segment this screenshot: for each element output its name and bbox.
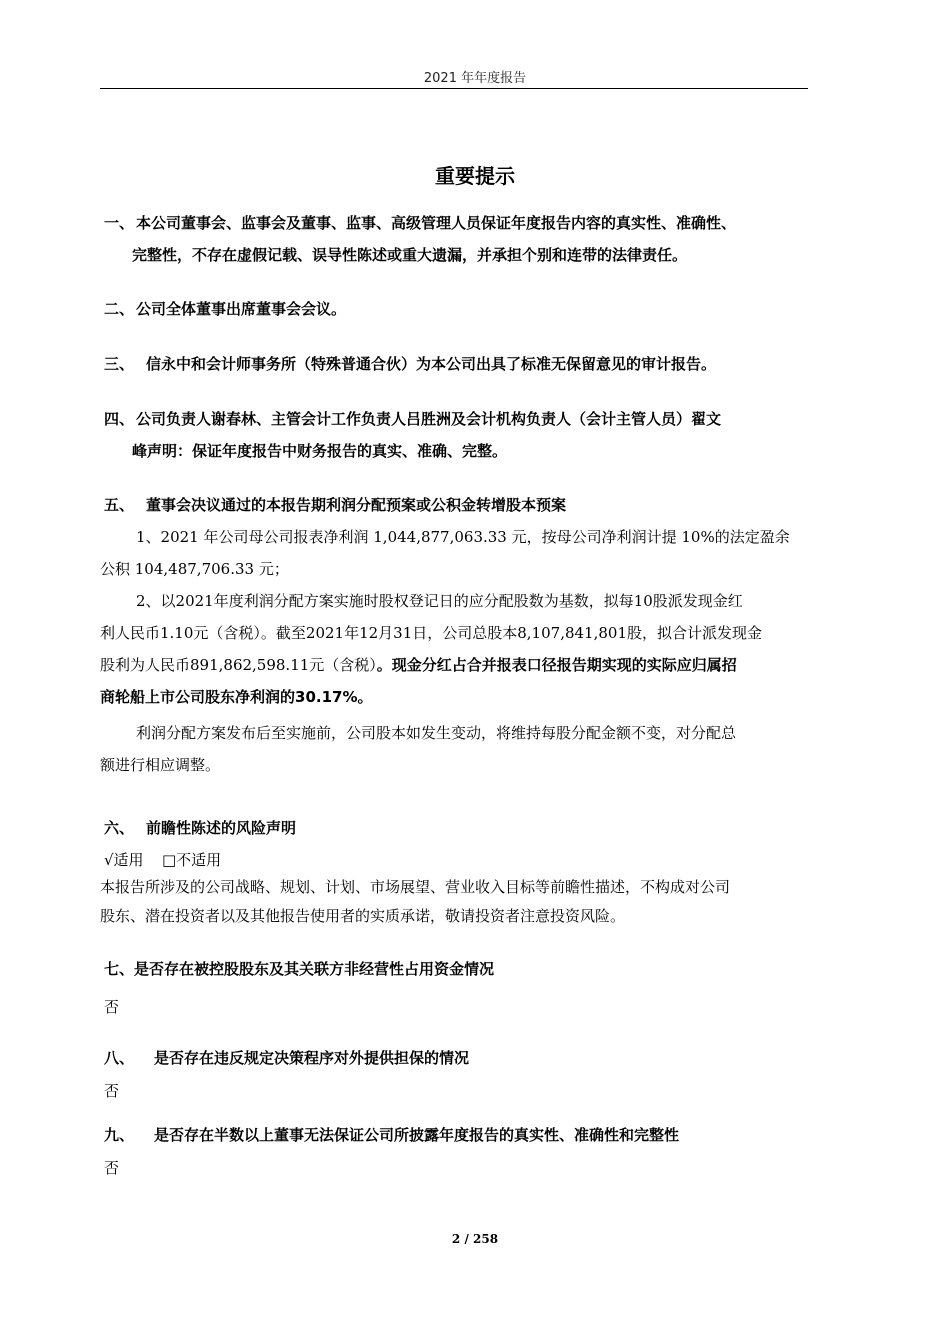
profit-paragraph-2-line-2: 利人民币1.10元（含税）。截至2021年12月31日，公司总股本8,107,841,801股，拟合计派发现金 bbox=[100, 624, 762, 642]
profit-paragraph-3-line-2: 额进行相应调整。 bbox=[100, 756, 221, 774]
profit-paragraph-1-line-1: 1、2021 年公司母公司报表净利润 1,044,877,063.33 元，按母公司净利润计提 10%的法定盈余 bbox=[136, 528, 790, 546]
section-9-label: 九、 bbox=[104, 1126, 135, 1144]
item-1-line-2: 完整性，不存在虚假记载、误导性陈述或重大遗漏，并承担个别和连带的法律责任。 bbox=[132, 246, 688, 264]
profit-paragraph-1-line-2: 公积 104,487,706.33 元； bbox=[100, 560, 289, 578]
profit-paragraph-3-line-1: 利润分配方案发布后至实施前，公司股本如发生变动，将维持每股分配金额不变，对分配总 bbox=[136, 724, 737, 742]
section-7-answer: 否 bbox=[104, 998, 120, 1016]
item-2-label: 二、 bbox=[104, 300, 135, 318]
item-4-label: 四、 bbox=[104, 410, 135, 428]
risk-statement-line-2: 股东、潜在投资者以及其他报告使用者的实质承诺，敬请投资者注意投资风险。 bbox=[100, 907, 626, 925]
profit-paragraph-2-line-3 bbox=[100, 654, 737, 675]
item-4-line-1: 公司负责人谢春林、主管会计工作负责人吕胜洲及会计机构负责人（会计主管人员）翟文 bbox=[136, 410, 722, 428]
section-9-heading: 是否存在半数以上董事无法保证公司所披露年度报告的真实性、准确性和完整性 bbox=[154, 1126, 680, 1144]
running-header: 2021 年年度报告 bbox=[423, 71, 527, 86]
section-7-heading: 七、是否存在被控股股东及其关联方非经营性占用资金情况 bbox=[104, 960, 495, 978]
risk-statement-line-1: 本报告所涉及的公司战略、规划、计划、市场展望、营业收入目标等前瞻性描述，不构成对公司 bbox=[100, 878, 731, 896]
item-3-label: 三、 bbox=[104, 355, 135, 373]
applicable-checkbox: √适用 bbox=[104, 851, 144, 869]
section-5-heading: 董事会决议通过的本报告期利润分配预案或公积金转增股本预案 bbox=[146, 496, 567, 514]
section-8-label: 八、 bbox=[104, 1049, 135, 1067]
item-1-line-1: 本公司董事会、监事会及董事、监事、高级管理人员保证年度报告内容的真实性、准确性、 bbox=[136, 214, 737, 232]
page-number: 2 / 258 bbox=[451, 1232, 499, 1246]
profit-paragraph-2-line-1: 2、以2021年度利润分配方案实施时股权登记日的应分配股数为基数，拟每10股派发现金红 bbox=[136, 592, 743, 610]
section-9-answer: 否 bbox=[104, 1159, 120, 1177]
item-1-label: 一、 bbox=[104, 214, 135, 232]
item-2-line-1: 公司全体董事出席董事会会议。 bbox=[136, 300, 347, 318]
section-8-heading: 是否存在违反规定决策程序对外提供担保的情况 bbox=[154, 1049, 470, 1067]
not-applicable-checkbox: □不适用 bbox=[162, 851, 222, 869]
item-4-line-2: 峰声明：保证年度报告中财务报告的真实、准确、完整。 bbox=[132, 442, 508, 460]
page-title: 重要提示 bbox=[435, 164, 515, 188]
profit-paragraph-2-line-4: 商轮船上市公司股东净利润的30.17%。 bbox=[100, 688, 373, 706]
section-6-heading: 前瞻性陈述的风险声明 bbox=[146, 819, 297, 837]
item-3-line-1: 信永中和会计师事务所（特殊普通合伙）为本公司出具了标准无保留意见的审计报告。 bbox=[146, 355, 717, 373]
dividend-ratio-text: 。现金分红占合并报表口径报告期实现的实际应归属招 bbox=[376, 656, 737, 674]
section-5-label: 五、 bbox=[104, 496, 135, 514]
section-8-answer: 否 bbox=[104, 1082, 120, 1100]
section-6-label: 六、 bbox=[104, 819, 135, 837]
header-divider bbox=[100, 88, 808, 89]
dividend-amount-text: 股利为人民币891,862,598.11元（含税） bbox=[100, 656, 377, 674]
